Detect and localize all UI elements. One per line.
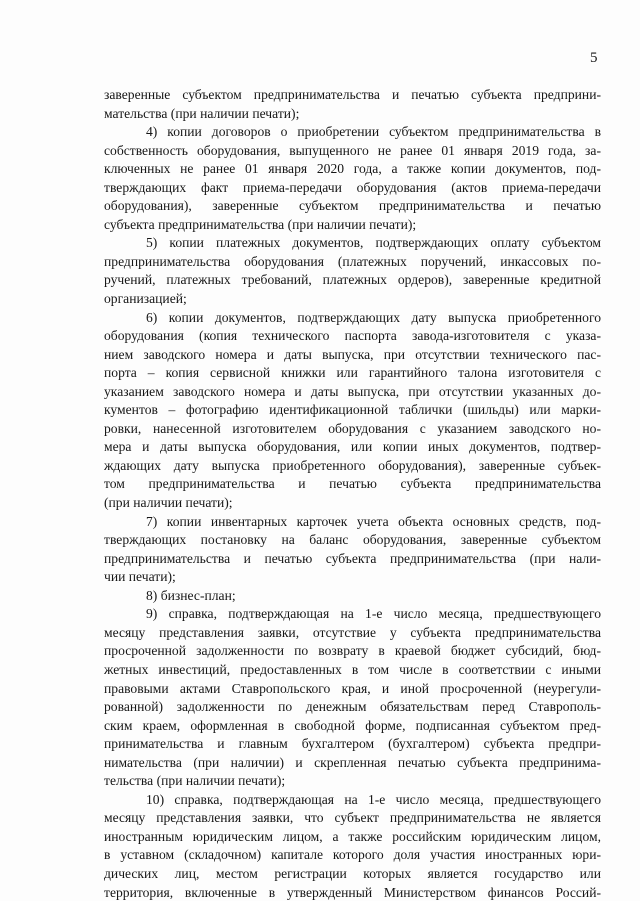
text-line: (при наличии печати); bbox=[104, 495, 233, 511]
text-line: принимательства и главным бухгалтером (бухгалтером) субъекта предпри- bbox=[104, 736, 601, 752]
text-line: том предпринимательства и печатью субъекта предпринимательства bbox=[104, 476, 601, 492]
text-line: 5) копии платежных документов, подтверждающих оплату субъектом bbox=[146, 235, 601, 251]
text-line: 8) бизнес-план; bbox=[146, 587, 236, 603]
text-line: предпринимательства оборудования (платежных поручений, инкассовых по- bbox=[104, 253, 601, 269]
text-line: месяцу представления заявки, отсутствие у субъекта предпринимательства bbox=[104, 624, 601, 640]
text-line: организацией; bbox=[104, 291, 187, 307]
text-line: территория, включенные в утвержденный Министерством финансов Россий- bbox=[104, 884, 601, 900]
text-line: иностранным юридическим лицом, а также российским юридическим лицом, bbox=[104, 828, 601, 844]
text-line: месяцу представления заявки, что субъект предпринимательства не является bbox=[104, 810, 601, 826]
text-line: дических лиц, местом регистрации которых является государство или bbox=[104, 865, 601, 881]
paragraph bbox=[104, 309, 601, 513]
text-line: оборудования), заверенные субъектом предпринимательства и печатью bbox=[104, 198, 601, 214]
text-line: предпринимательства и печатью субъекта предпринимательства (при нали- bbox=[104, 550, 601, 566]
text-line: 7) копии инвентарных карточек учета объекта основных средств, под- bbox=[146, 513, 601, 529]
text-line: рованной) задолженности по денежным обязательствам перед Ставрополь- bbox=[104, 699, 601, 715]
text-line: просроченной задолженности по возврату в краевой бюджет субсидий, бюд- bbox=[104, 643, 601, 659]
text-line: тверждающих факт приема-передачи оборудования (актов приема-передачи bbox=[104, 179, 601, 195]
paragraph bbox=[104, 605, 601, 790]
text-line: правовыми актами Ставропольского края, и иной просроченной (неурегули- bbox=[104, 680, 601, 696]
paragraph bbox=[104, 234, 601, 308]
text-line: 6) копии документов, подтверждающих дату выпуска приобретенного bbox=[146, 309, 601, 325]
text-line: в уставном (складочном) капитале которого доля участия иностранных юри- bbox=[104, 847, 601, 863]
text-line: оборудования (копия технического паспорта завода-изготовителя с указа- bbox=[104, 328, 601, 344]
text-line: тельства (при наличии печати); bbox=[104, 773, 286, 789]
text-line: 4) копии договоров о приобретении субъектом предпринимательства в bbox=[146, 124, 601, 140]
text-line: 9) справка, подтверждающая на 1-е число месяца, предшествующего bbox=[146, 606, 601, 622]
paragraph bbox=[104, 513, 601, 587]
text-line: ровки, нанесенной изготовителем оборудования с указанием заводского но- bbox=[104, 420, 601, 436]
text-line: мательства (при наличии печати); bbox=[104, 105, 300, 121]
text-line: кументов – фотографию идентификационной таблички (шильды) или марки- bbox=[104, 402, 601, 418]
paragraph bbox=[104, 86, 601, 123]
paragraph bbox=[104, 791, 601, 902]
text-line: субъекта предпринимательства (при наличии печати); bbox=[104, 216, 417, 232]
text-line: собственность оборудования, выпущенного не ранее 01 января 2019 года, за- bbox=[104, 142, 601, 158]
text-line: 10) справка, подтверждающая на 1-е число месяца, предшествующего bbox=[146, 791, 601, 807]
text-line: заверенные субъектом предпринимательства и печатью субъекта предприни- bbox=[104, 87, 601, 102]
text-line: жетных инвестиций, предоставленных в том числе в соответствии с иными bbox=[104, 661, 601, 677]
text-line: чии печати); bbox=[104, 569, 176, 585]
paragraph bbox=[104, 123, 601, 234]
text-line: мера и даты выпуска оборудования, или копии иных документов, подтвер- bbox=[104, 439, 601, 455]
text-line: нимательства (при наличии) и скрепленная печатью субъекта предпринима- bbox=[104, 754, 601, 770]
text-line: ключенных не ранее 01 января 2020 года, а также копии документов, под- bbox=[104, 161, 601, 177]
text-line: ждающих дату выпуска приобретенного оборудования), заверенные субъек- bbox=[104, 457, 601, 473]
document-body bbox=[104, 86, 601, 902]
text-line: указанием заводского номера и даты выпуска, при отсутствии указанных до- bbox=[104, 383, 601, 399]
page-number: 5 bbox=[590, 50, 598, 66]
text-line: нием заводского номера и даты выпуска, при отсутствии технического пас- bbox=[104, 346, 601, 362]
text-line: порта – копия сервисной книжки или гарантийного талона изготовителя с bbox=[104, 365, 601, 381]
text-line: ручений, платежных требований, платежных ордеров), заверенные кредитной bbox=[104, 272, 601, 288]
text-line: ским краем, оформленная в свободной форме, подписанная субъектом пред- bbox=[104, 717, 601, 733]
paragraph bbox=[104, 587, 601, 606]
text-line: тверждающих постановку на баланс оборудования, заверенные субъектом bbox=[104, 532, 601, 548]
